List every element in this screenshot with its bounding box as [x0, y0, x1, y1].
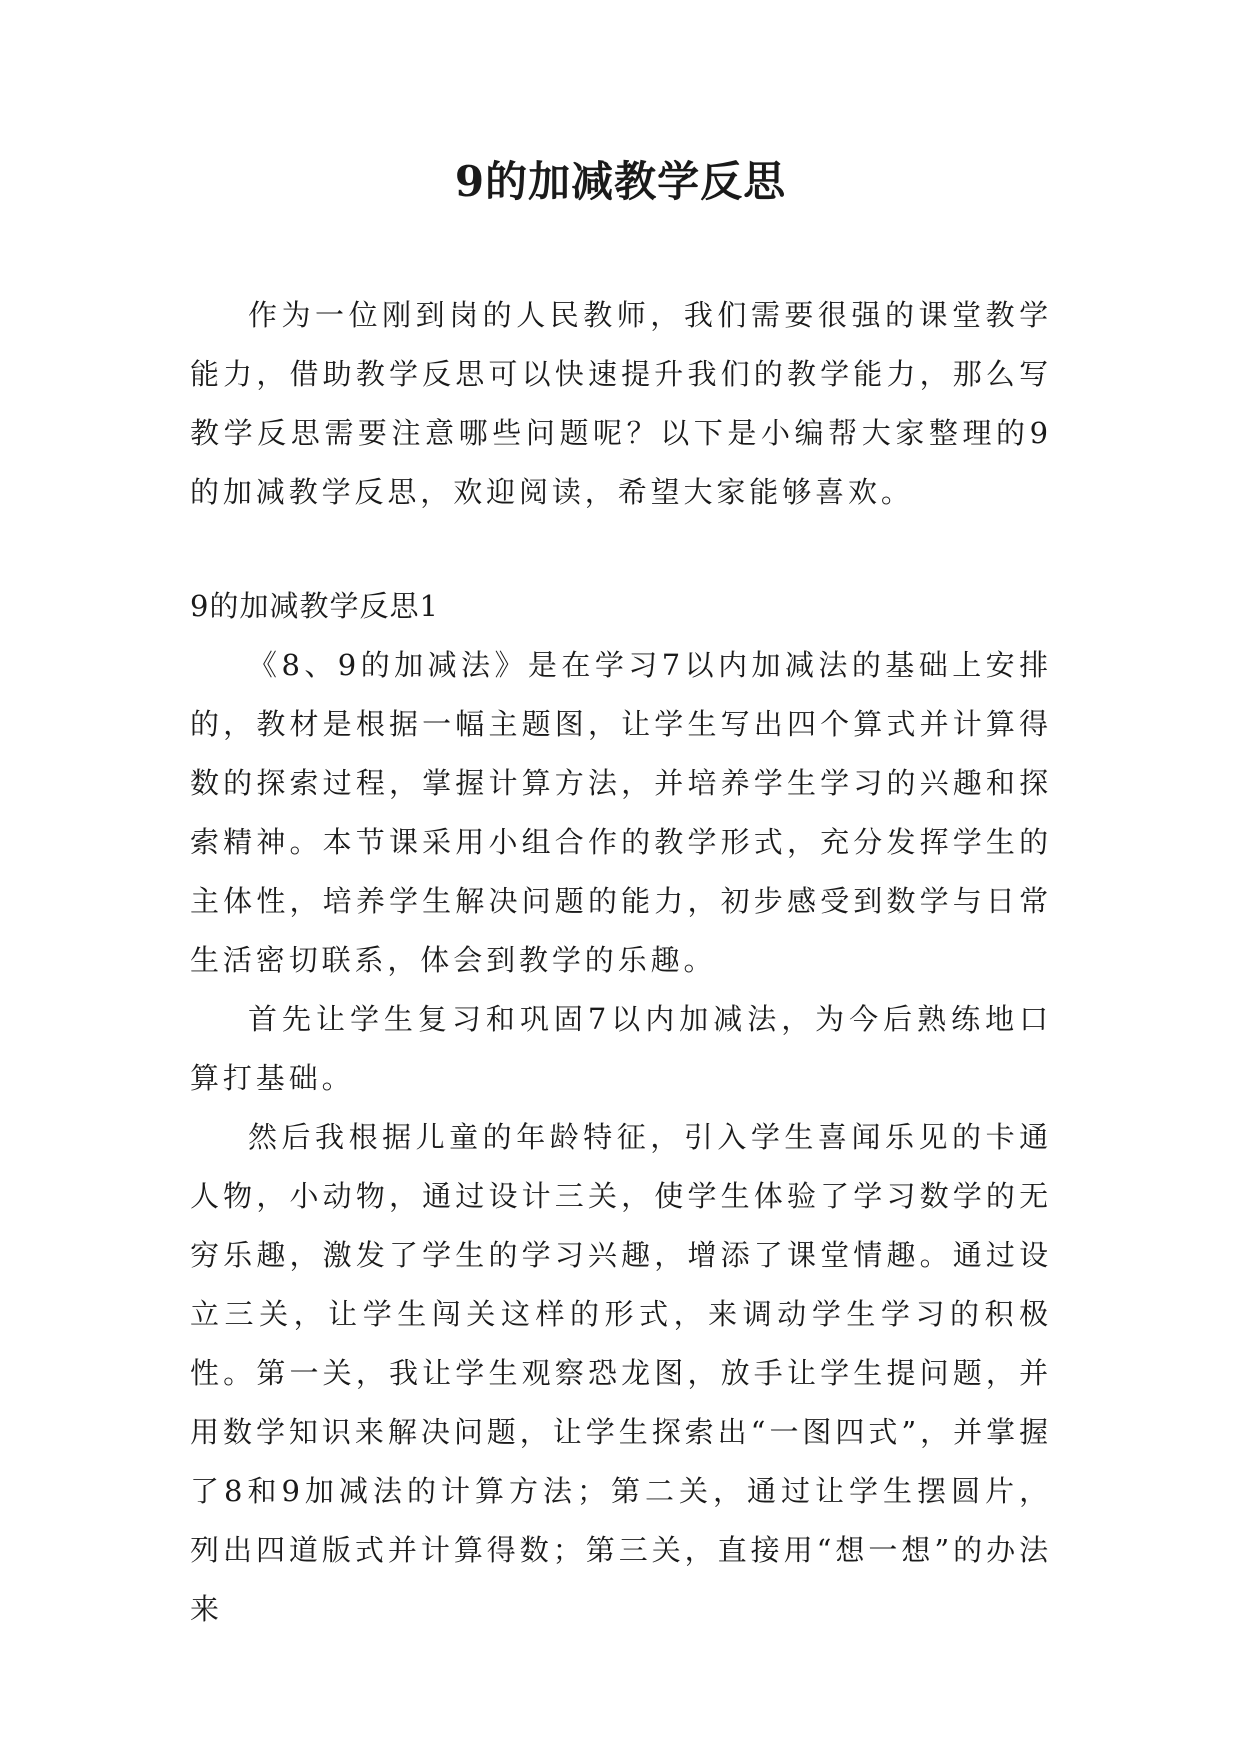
body-paragraph: 《8、9的加减法》是在学习7以内加减法的基础上安排的，教材是根据一幅主题图，让学生写出四个算式并计算得数的探索过程，掌握计算方法，并培养学生学习的兴趣和探索精神。本节课采用小组合作的教学形式，充分发挥学生的主体性，培养学生解决问题的能力，初步感受到数学与日常生活密切联系，体会到教学的乐趣。	[190, 648, 1052, 977]
body-paragraph: 然后我根据儿童的年龄特征，引入学生喜闻乐见的卡通人物，小动物，通过设计三关，使学生体验了学习数学的无穷乐趣，激发了学生的学习兴趣，增添了课堂情趣。通过设立三关，让学生闯关这样的形式，来调动学生学习的积极性。第一关，我让学生观察恐龙图，放手让学生提问题，并用数学知识来解决问题，让学生探索出“一图四式”，并掌握了8和9加减法的计算方法；第二关，通过让学生摆圆片，列出四道版式并计算得数；第三关，直接用“想一想”的办法来	[190, 1120, 1052, 1626]
document-title: 9的加减教学反思	[454, 157, 787, 206]
intro-paragraph: 作为一位刚到岗的人民教师，我们需要很强的课堂教学能力，借助教学反思可以快速提升我们的教学能力，那么写教学反思需要注意哪些问题呢？以下是小编帮大家整理的9的加减教学反思，欢迎阅读，希望大家能够喜欢。	[190, 298, 1052, 509]
section-heading: 9的加减教学反思1	[190, 589, 439, 623]
body-paragraph: 首先让学生复习和巩固7以内加减法，为今后熟练地口算打基础。	[190, 1002, 1052, 1095]
section-body	[190, 636, 1052, 1639]
